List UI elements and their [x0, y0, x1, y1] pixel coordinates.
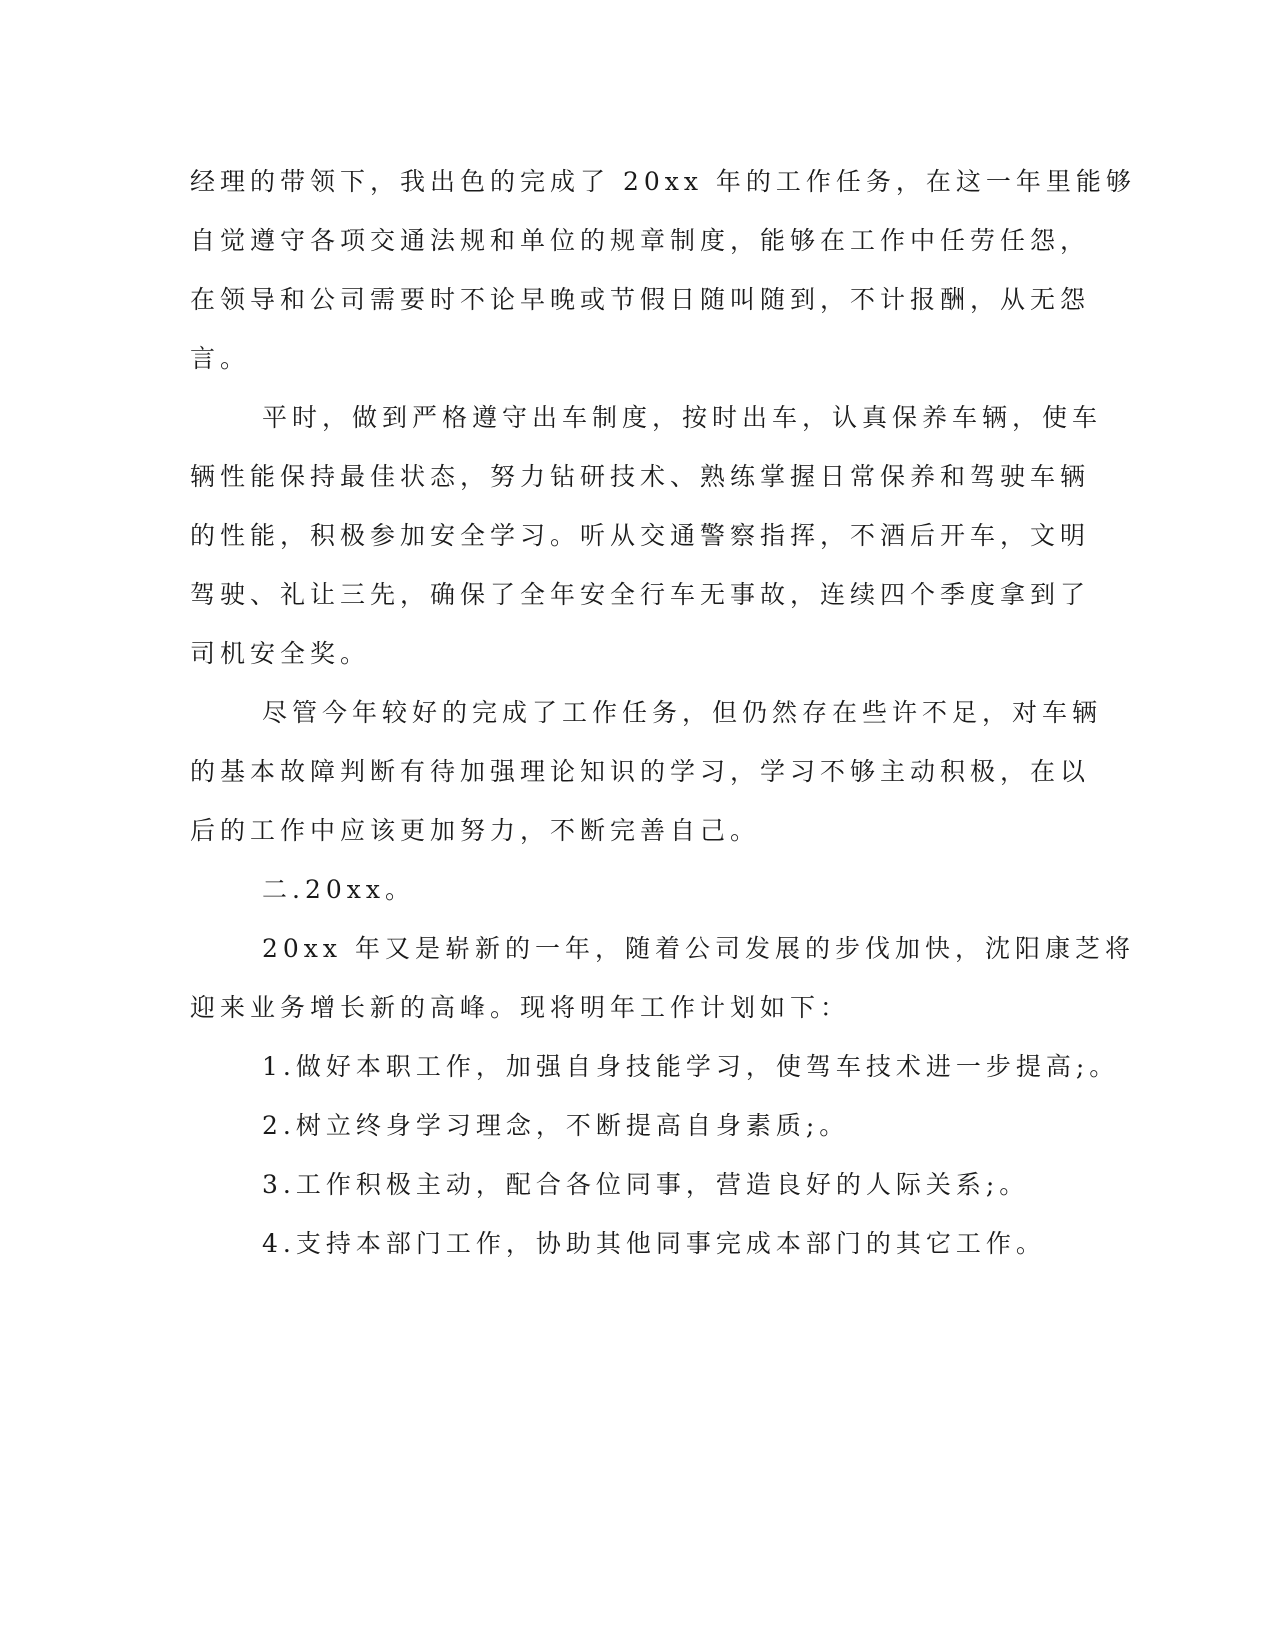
text-line: 自觉遵守各项交通法规和单位的规章制度，能够在工作中任劳任怨，: [190, 226, 1091, 255]
paragraph-first-line: 平时，做到严格遵守出车制度，按时出车，认真保养车辆，使车: [262, 403, 1103, 432]
text-line: 迎来业务增长新的高峰。现将明年工作计划如下：: [190, 993, 851, 1022]
text-line: 的基本故障判断有待加强理论知识的学习，学习不够主动积极，在以: [190, 757, 1091, 786]
text-line: 言。: [190, 344, 251, 373]
paragraph-first-line: 20xx 年又是崭新的一年，随着公司发展的步伐加快，沈阳康芝将: [262, 934, 1135, 963]
text-line: 后的工作中应该更加努力，不断完善自己。: [190, 816, 761, 845]
plan-item: 2.树立终身学习理念，不断提高自身素质;。: [262, 1111, 850, 1140]
section-heading: 二.20xx。: [262, 875, 415, 904]
text-line: 经理的带领下，我出色的完成了 20xx 年的工作任务，在这一年里能够: [190, 167, 1136, 196]
paragraph-first-line: 尽管今年较好的完成了工作任务，但仍然存在些许不足，对车辆: [262, 698, 1103, 727]
plan-item: 4.支持本部门工作，协助其他同事完成本部门的其它工作。: [262, 1229, 1046, 1258]
plan-item: 3.工作积极主动，配合各位同事，营造良好的人际关系;。: [262, 1170, 1030, 1199]
plan-item: 1.做好本职工作，加强自身技能学习，使驾车技术进一步提高;。: [262, 1052, 1120, 1081]
text-line: 在领导和公司需要时不论早晚或节假日随叫随到，不计报酬，从无怨: [190, 285, 1091, 314]
text-line: 司机安全奖。: [190, 639, 371, 668]
text-line: 的性能，积极参加安全学习。听从交通警察指挥，不酒后开车，文明: [190, 521, 1091, 550]
text-line: 驾驶、礼让三先，确保了全年安全行车无事故，连续四个季度拿到了: [190, 580, 1091, 609]
text-line: 辆性能保持最佳状态，努力钻研技术、熟练掌握日常保养和驾驶车辆: [190, 462, 1091, 491]
